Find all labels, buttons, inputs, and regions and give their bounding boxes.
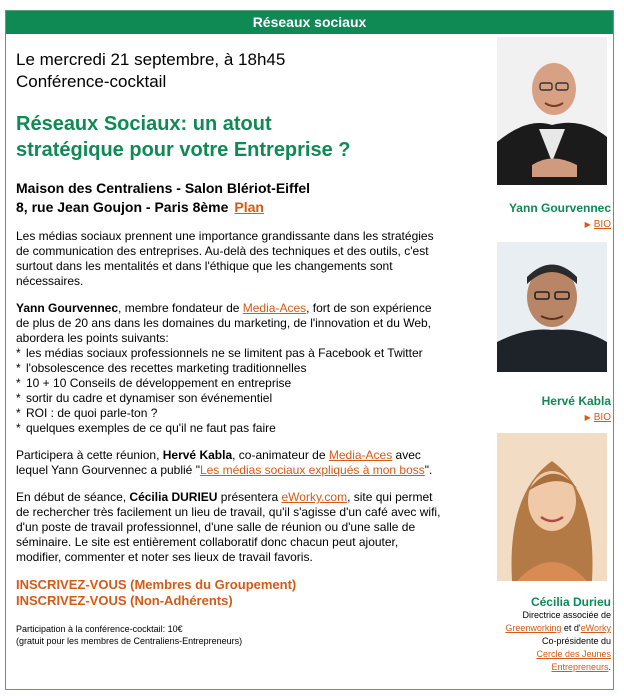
list-item: * 10 + 10 Conseils de développement en entreprise [16,376,292,390]
registration-links [16,577,446,609]
eworky-link[interactable]: eWorky.com [281,490,348,504]
bio-link-container [486,412,611,423]
eworky-side-link[interactable]: eWorky [580,623,611,633]
bio-link-yann[interactable]: BIO [593,219,611,230]
event-title-line1: Réseaux Sociaux: un atout [16,113,272,135]
event-date: Le mercredi 21 septembre, à 18h45 [16,50,286,69]
speaker-name-herve: Hervé Kabla [162,448,233,462]
speaker-name-2: Hervé Kabla [541,394,611,408]
para2-text1: , membre fondateur de [118,301,243,315]
register-members-link[interactable]: INSCRIVEZ-VOUS (Membres du Groupement) [16,577,297,592]
list-item: * l'obsolescence des recettes marketing traditionnelles [16,361,307,375]
speaker-name-3: Cécilia Durieu [530,595,611,609]
map-link[interactable]: Plan [234,199,264,215]
event-title-line2: stratégique pour votre Entreprise ? [16,139,351,161]
cje-link[interactable]: Cercle des Jeunes Entrepreneurs [536,649,611,672]
topics-list [16,346,446,436]
cohost-paragraph: Participera à cette réunion, Hervé Kabla, co-animateur de Media-Aces avec lequel Yann Gourvennec a publié "Les médias sociaux expliqués à mon boss". [16,448,433,477]
event-title [16,111,446,163]
bio-link-herve[interactable]: BIO [593,412,611,423]
cecilia-photo [497,433,607,581]
event-type: Conférence-cocktail [16,72,167,91]
book-link[interactable]: Les médias sociaux expliqués à mon boss [199,463,425,477]
list-item: * les médias sociaux professionnels ne se limitent pas à Facebook et Twitter [16,346,423,360]
venue-name: Maison des Centraliens - Salon Blériot-Eiffel [16,180,311,196]
yann-photo [497,37,607,185]
bio-link-container [486,219,611,230]
list-item: * ROI : de quoi parle-ton ? [16,406,158,420]
speaker-name-cecilia: Cécilia DURIEU [129,490,218,504]
speakers-column [486,37,611,674]
speaker-name-1: Yann Gourvennec [508,201,611,215]
register-non-members-link[interactable]: INSCRIVEZ-VOUS (Non-Adhérents) [16,593,233,608]
greenworking-link[interactable]: Greenworking [505,623,562,633]
triangle-right-icon: ▶ [584,220,591,229]
speaker-name-yann: Yann Gourvennec [16,301,119,315]
media-aces-link[interactable]: Media-Aces [242,301,307,315]
venue-address: 8, rue Jean Goujon - Paris 8ème [16,199,229,215]
triangle-right-icon: ▶ [584,413,591,422]
section-banner: Réseaux sociaux [6,11,613,34]
venue [16,179,446,217]
newsletter-frame [5,10,614,690]
eworky-paragraph: En début de séance, Cécilia DURIEU présentera eWorky.com, site qui permet de rechercher très facilement un lieu de travail, qu'il s'agisse d'un café avec wifi, d'un poste de travail professionnel, d'une salle de réunion ou d'une salle de séminaire. Le site est entièrement collaboratif donc chacun peut ajouter, modifier, commenter et noter ses lieux de travail favoris. [16,490,441,564]
speaker-paragraph [16,301,446,346]
price-note: Participation à la conférence-cocktail: 10€ (gratuit pour les membres de Centraliens-Entrepreneurs) [16,624,243,646]
list-item: * quelques exemples de ce qu'il ne faut pas faire [16,421,276,435]
herve-photo [497,242,607,390]
main-column [16,49,446,647]
list-item: * sortir du cadre et dynamiser son événementiel [16,391,273,405]
intro-paragraph: Les médias sociaux prennent une importance grandissante dans les stratégies de communication des entreprises. Au-delà des techniques et des outils, c'est surtout dans les mentalités et dans l'éthique que les changements sont nécessaires. [16,229,434,288]
para2-text2: , fort de son expérience de plus de 20 ans dans les domaines du marketing, de l'innovation et du Web, abordera les points suivants: [16,301,432,345]
media-aces-link-2[interactable]: Media-Aces [328,448,393,462]
cecilia-role: Directrice associée de Greenworking et d'eWorky Co-présidente du Cercle des Jeunes Entrepreneurs. [505,610,611,672]
